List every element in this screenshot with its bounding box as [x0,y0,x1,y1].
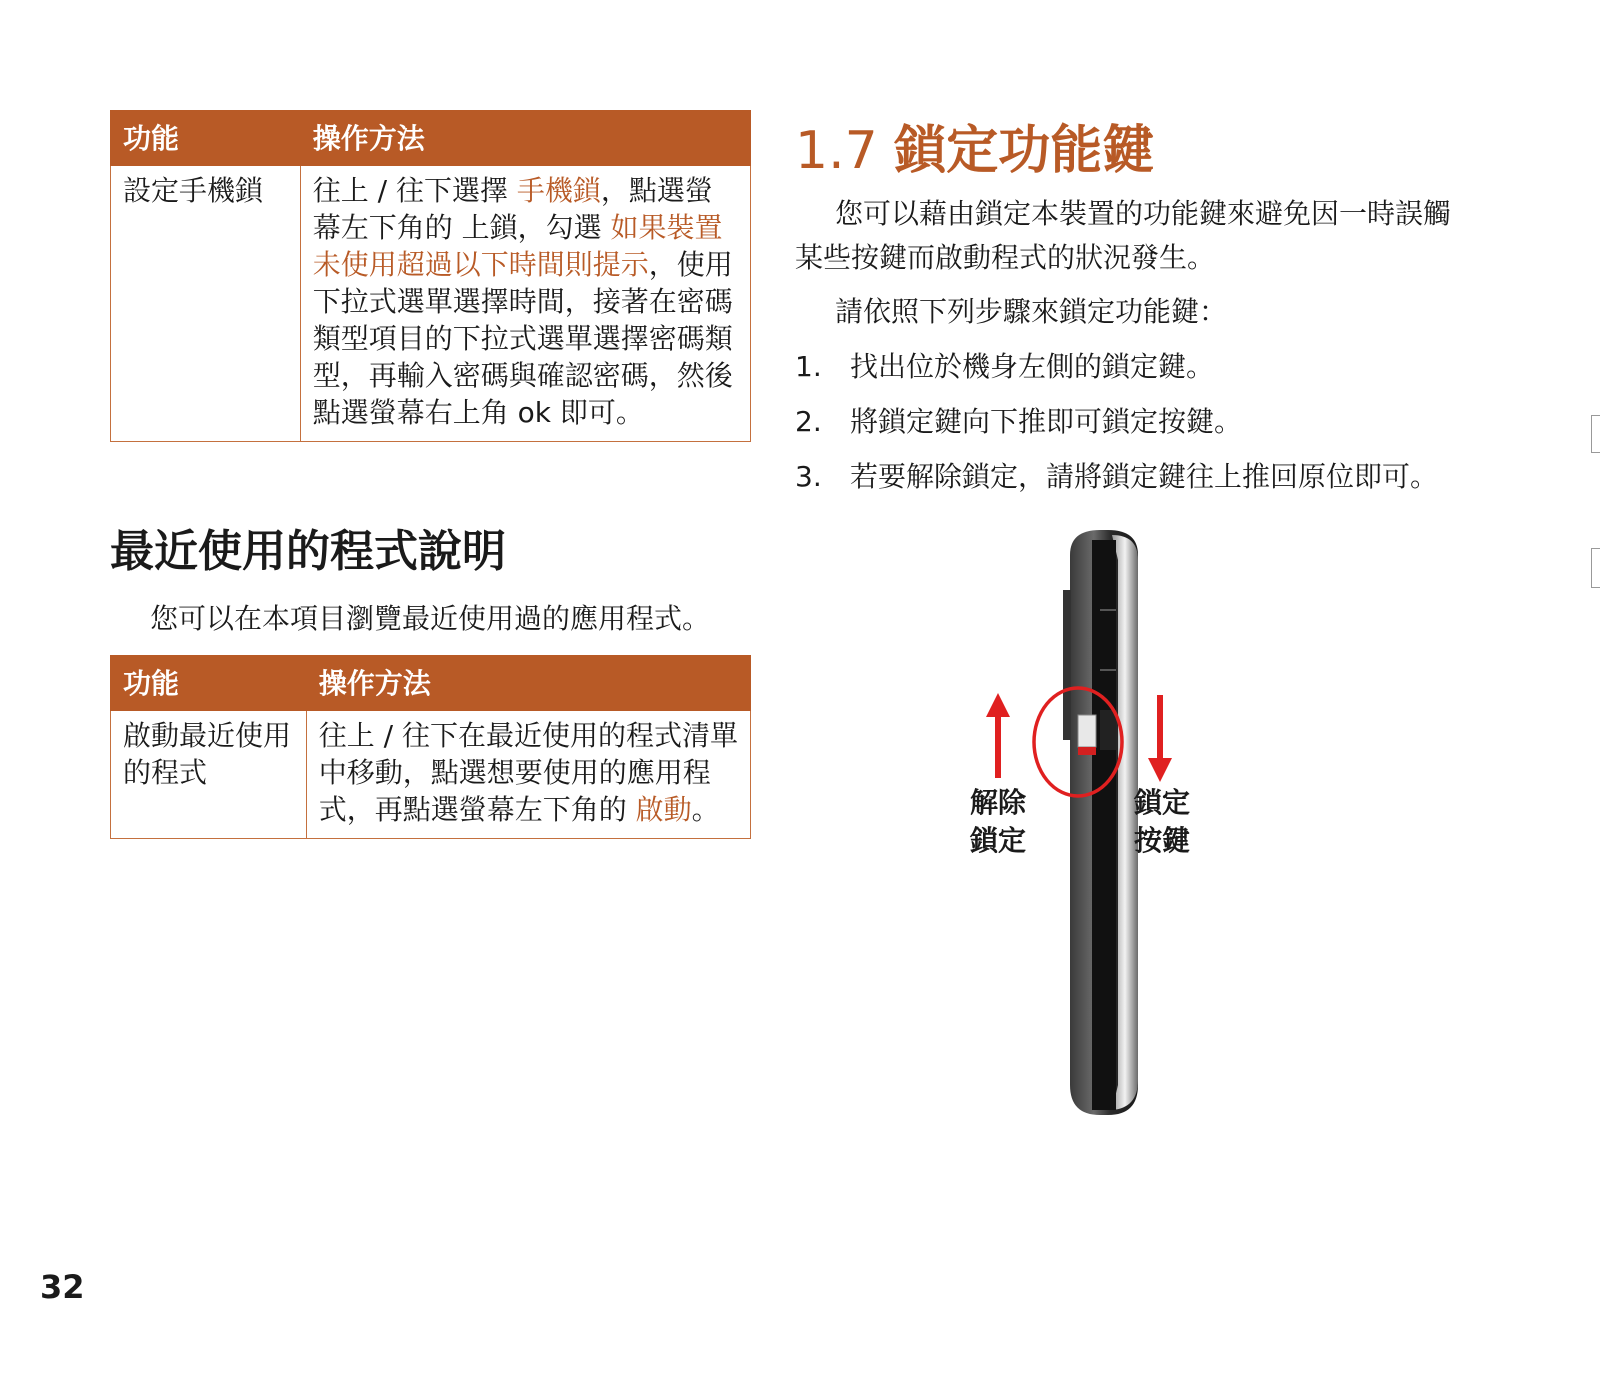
table-header-function: 功能 [111,656,307,711]
table-header-method: 操作方法 [300,111,750,166]
table-header-function: 功能 [111,111,301,166]
function-cell: 設定手機鎖 [111,166,301,442]
step-item: 2. 將鎖定鍵向下推即可鎖定按鍵。 [795,405,1243,438]
table-header-row [111,656,751,711]
section-heading: 最近使用的程式說明 [110,526,506,577]
table-row [111,711,751,839]
steps-intro: 請依照下列步驟來鎖定功能鍵： [835,295,1228,328]
edge-tab-mark [1591,548,1600,588]
lock-label-line2: 按鍵 [1133,824,1191,857]
chapter-title-text: 鎖定功能鍵 [894,121,1155,181]
method-cell: 往上 / 往下選擇 手機鎖，點選螢幕左下角的 上鎖，勾選 如果裝置未使用超過以下時間則提示，使用下拉式選單選擇時間，接著在密碼類型項目的下拉式選單選擇密碼類型，再輸入密碼與確認密碼，然後點選螢幕右上角 ok 即可。 [300,166,750,442]
function-cell: 啟動最近使用的程式 [111,711,307,839]
page-number: 32 [40,1268,85,1306]
chapter-title [795,108,1154,183]
edge-tab-mark [1591,415,1600,453]
method-cell: 往上 / 往下在最近使用的程式清單中移動，點選想要使用的應用程式，再點選螢幕左下角的 啟動。 [306,711,750,839]
highlight-phone-lock: 手機鎖 [516,174,601,207]
table-header-row [111,111,751,166]
unlock-label-line1: 解除 [969,786,1027,819]
highlight-idle-prompt: 如果裝置未使用超過以下時間則提示 [312,211,723,281]
step-item: 1. 找出位於機身左側的鎖定鍵。 [795,350,1215,383]
table-header-method: 操作方法 [306,656,750,711]
unlock-label-line2: 鎖定 [969,824,1027,857]
table-row [111,166,751,442]
lock-settings-table [110,110,751,442]
step-item: 3. 若要解除鎖定，請將鎖定鍵往上推回原位即可。 [795,460,1439,493]
lock-switch [1078,715,1096,755]
highlight-launch: 啟動 [635,793,692,826]
phone-body [1063,530,1138,1115]
recent-programs-table [110,655,751,839]
chapter-paragraph: 您可以藉由鎖定本裝置的功能鍵來避免因一時誤觸某些按鍵而啟動程式的狀況發生。 [795,197,1452,274]
section-intro: 您可以在本項目瀏覽最近使用過的應用程式。 [150,602,711,635]
lock-label-line1: 鎖定 [1133,786,1191,819]
chapter-number: 1.7 [795,121,878,181]
phone-side-illustration [960,530,1240,1140]
